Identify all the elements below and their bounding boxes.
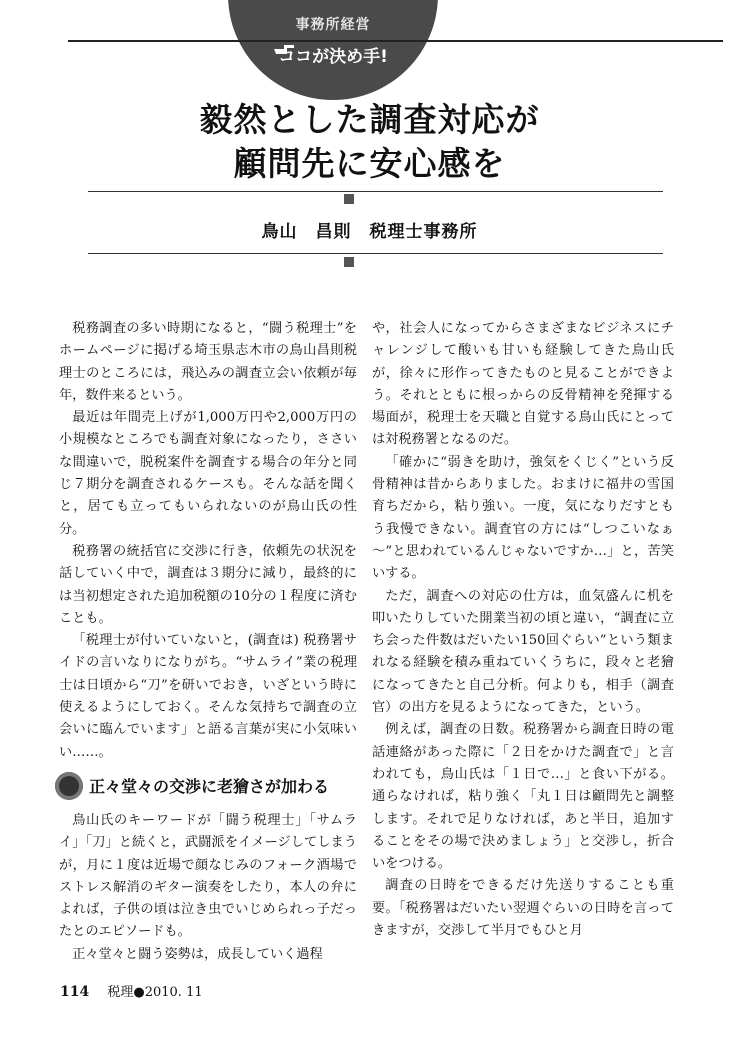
subheading: [55, 770, 357, 802]
paragraph: 例えば，調査の日数。税務署から調査日時の電話連絡があった際に「２日をかけた調査で」と言われても，鳥山氏は「１日で…」と食い下がる。通らなければ，粘り強く「丸１日は顧問先と調整します。それで足りなければ，あと半日，追加することをその場で決めましょう」と交渉し，折合いをつける。: [372, 722, 674, 872]
divider-square: [344, 257, 354, 267]
right-column: [372, 318, 674, 942]
left-column: [59, 318, 357, 966]
paragraph: や，社会人になってからさまざまなビジネスにチャレンジして酸いも甘いも経験してきた鳥山氏が，徐々に形作ってきたものと見ることができよう。それとともに根っからの反骨精神を発揮する場面が，税理士を天職と自覚する鳥山氏にとっては対税務署となるのだ。: [372, 321, 674, 448]
paragraph: 税務署の統括官に交渉に行き，依頼先の状況を話していく中で，調査は３期分に減り，最終的には当初想定された追加税額の10分の１程度に済むことも。: [59, 543, 357, 626]
issue-label: 税理●2010. 11: [107, 985, 203, 1000]
author-byline: 鳥山 昌則 税理士事務所: [261, 222, 478, 242]
round-bullet-icon: [55, 772, 83, 800]
divider: [88, 253, 663, 254]
paragraph: 調査の日時をできるだけ先送りすることも重要。「税務署はだいたい翌週ぐらいの日時を言ってきますが，交渉して半月でもひと月: [372, 878, 674, 939]
section-catch: ココが決め手!: [278, 47, 388, 67]
article-title: [0, 98, 739, 186]
title-line-1: 毅然とした調査対応が: [199, 100, 540, 139]
page-footer: [60, 981, 203, 1000]
section-label: 事務所経営: [295, 17, 371, 33]
divider-square: [344, 194, 354, 204]
title-line-2: 顧問先に安心感を: [233, 144, 506, 183]
paragraph: 「税理士が付いていないと，(調査は) 税務署サイドの言いなりになりがち。“サムライ”業の税理士は日頃から“刀”を研いでおき，いざという時に使えるようにしておく。そんな気持ちで調査の立会いに臨んでいます」と語る言葉が実に小気味いい……。: [59, 633, 357, 760]
header-rule: [68, 40, 723, 42]
paragraph: 最近は年間売上げが1,000万円や2,000万円の小規模なところでも調査対象になったり，ささいな間違いで，脱税案件を調査する場合の年分と同じ７期分を調査されるケースも。そんな話を聞くと，居ても立ってもいられないのが鳥山氏の性分。: [59, 410, 357, 537]
paragraph: 鳥山氏のキーワードが「闘う税理士」「サムライ」「刀」と続くと，武闘派をイメージしてしまうが，月に１度は近場で顔なじみのフォーク酒場でストレス解消のギター演奏をしたり，本人の弁によれば，子供の頃は泣き虫でいじめられっ子だったとのエピソードも。: [59, 812, 357, 940]
page-number: 114: [60, 984, 90, 1000]
subheading-text: 正々堂々の交渉に老獪さが加わる: [89, 777, 330, 797]
divider: [88, 191, 663, 192]
paragraph: 正々堂々と闘う姿勢は，成長していく過程: [72, 946, 323, 962]
paragraph: ただ，調査への対応の仕方は，血気盛んに机を叩いたりしていた開業当初の頃と違い，“調査に立ち会った件数はだいたい150回ぐらい”という類まれなる経験を積み重ねていくうちに，段々と老獪になってきたと自己分析。何よりも，相手（調査官）の出方を見るようになってきた，という。: [372, 588, 674, 716]
paragraph: 税務調査の多い時期になると，“闘う税理士”をホームページに掲げる埼玉県志木市の鳥山昌則税理士のところには，飛込みの調査立会い依頼が毎年，数件来るという。: [59, 321, 357, 403]
section-header-badge: [228, 0, 438, 100]
paragraph: 「確かに“弱きを助け，強気をくじく”という反骨精神は昔からありました。おまけに福井の雪国育ちだから，粘り強い。一度，気になりだすともう我慢できない。調査官の方には“しつこいなぁ～”と思われているんじゃないですか…」と，苦笑いする。: [372, 454, 674, 582]
